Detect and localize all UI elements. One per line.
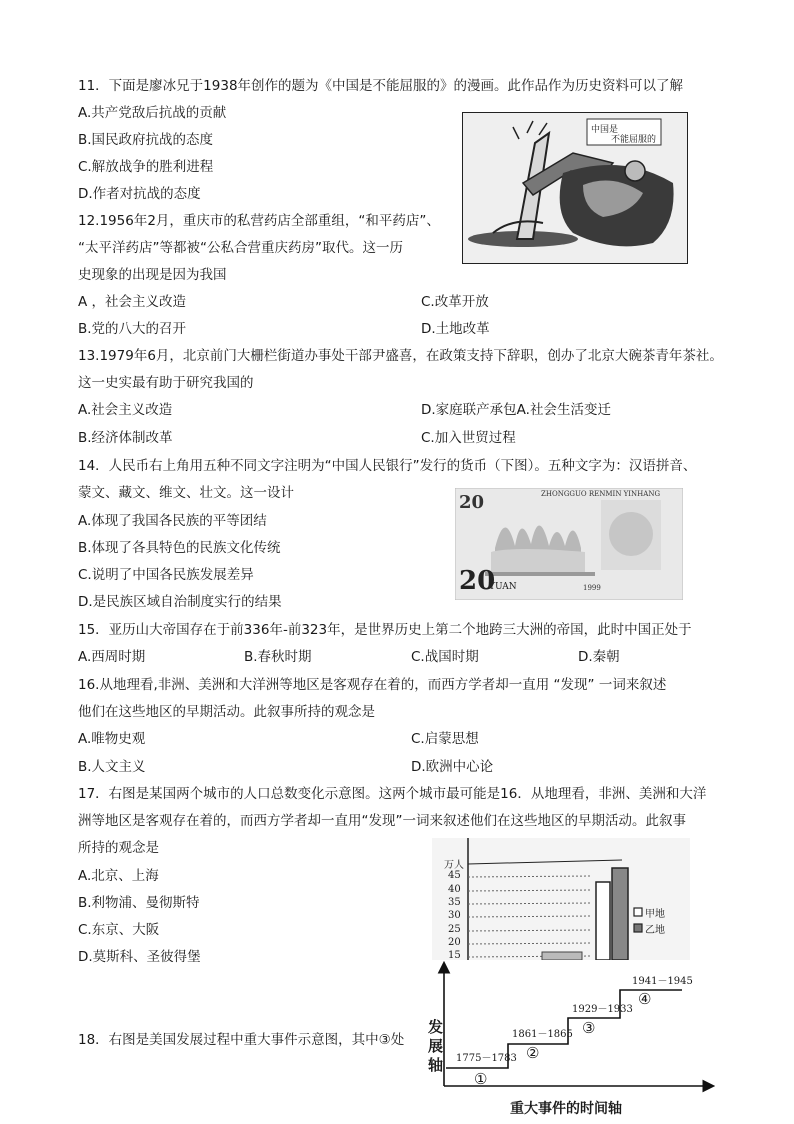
q16-stem-line-2: 他们在这些地区的早期活动。此叙事所持的观念是 (78, 704, 375, 720)
q17-option-a: A.北京、上海 (78, 868, 159, 884)
q18-stem: 18．右图是美国发展过程中重大事件示意图，其中③处 (78, 1032, 405, 1048)
q17-option-d: D.莫斯科、圣彼得堡 (78, 949, 201, 965)
q12-stem-line-3: 史现象的出现是因为我国 (78, 267, 227, 283)
q14-option-a: A.体现了我国各民族的平等团结 (78, 513, 267, 529)
q17-option-b: B.利物浦、曼彻斯特 (78, 895, 200, 911)
q15-option-d: D.秦朝 (578, 649, 620, 665)
q13-stem-line-2: 这一史实最有助于研究我国的 (78, 375, 254, 391)
step-3-number: ③ (582, 1019, 596, 1037)
population-legend-b: 乙地 (645, 925, 665, 936)
population-tick-15: 15 (448, 950, 461, 960)
q12-option-b: B.党的八大的召开 (78, 321, 187, 337)
q11-option-b: B.国民政府抗战的态度 (78, 132, 214, 148)
q16-option-a: A.唯物史观 (78, 731, 146, 747)
q17-stem-line-1: 17．右图是某国两个城市的人口总数变化示意图。这两个城市最可能是16．从地理看，非洲、美洲和大洋 (78, 786, 707, 802)
q16-option-c: C.启蒙思想 (411, 731, 479, 747)
q11-stem: 11．下面是廖冰兄于1938年创作的题为《中国是不能屈服的》的漫画。此作品作为历史资料可以了解 (78, 78, 684, 94)
q17-stem-line-3: 所持的观念是 (78, 840, 159, 856)
cartoon-caption-2: 不能屈服的 (611, 135, 657, 145)
q14-stem-line-1: 14．人民币右上角用五种不同文字注明为“中国人民银行”发行的货币（下图）。五种文字为：汉语拼音、 (78, 458, 697, 474)
banknote-yuan: YUAN (489, 582, 517, 592)
population-chart (432, 838, 690, 960)
q15-stem: 15．亚历山大帝国存在于前336年-前323年，是世界历史上第二个地跨三大洲的帝国，此时中国正处于 (78, 622, 692, 638)
population-legend-a: 甲地 (645, 909, 665, 920)
step-chart-x-label: 重大事件的时间轴 (510, 1101, 622, 1117)
population-unit-label: 万人 (444, 860, 464, 871)
step-3-range: 1929－1933 (572, 1004, 633, 1015)
q16-option-b: B.人文主义 (78, 759, 146, 775)
banknote-figure (455, 488, 683, 600)
q13-option-c: C.加入世贸过程 (421, 430, 516, 446)
population-tick-40: 40 (448, 884, 461, 895)
population-tick-20: 20 (448, 937, 461, 948)
q12-option-a: A ，社会主义改造 (78, 294, 187, 310)
q16-option-d: D.欧洲中心论 (411, 759, 494, 775)
q15-option-b: B.春秋时期 (244, 649, 312, 665)
population-tick-30: 30 (448, 910, 461, 921)
step-4-number: ④ (638, 990, 652, 1008)
banknote-pinyin: ZHONGGUO RENMIN YINHANG (541, 490, 661, 498)
cartoon-caption-1: 中国是 (591, 125, 619, 135)
step-1-number: ① (474, 1070, 488, 1088)
q12-stem-line-2: “太平洋药店”等都被“公私合营重庆药房”取代。这一历 (78, 240, 403, 256)
step-chart-y-label: 发展轴 (428, 1018, 444, 1074)
q12-option-c: C.改革开放 (421, 294, 489, 310)
banknote-year: 1999 (583, 584, 601, 592)
q11-option-a: A.共产党敌后抗战的贡献 (78, 105, 227, 121)
q12-stem-line-1: 12.1956年2月，重庆市的私营药店全部重组，“和平药店”、 (78, 213, 440, 229)
q17-stem-line-2: 洲等地区是客观存在着的，而西方学者却一直用“发现”一词来叙述他们在这些地区的早期活动。此叙事 (78, 813, 686, 829)
banknote-denomination-top: 20 (459, 492, 485, 513)
q17-option-c: C.东京、大阪 (78, 922, 160, 938)
q11-option-d: D.作者对抗战的态度 (78, 186, 201, 202)
population-tick-35: 35 (448, 897, 461, 908)
banknote-denomination-bottom: 20 (459, 566, 496, 596)
us-events-step-chart (420, 960, 720, 1120)
cartoon-figure (462, 112, 688, 264)
population-tick-25: 25 (448, 924, 461, 935)
q14-option-b: B.体现了各具特色的民族文化传统 (78, 540, 281, 556)
q13-option-d: D.家庭联产承包A.社会生活变迁 (421, 402, 611, 418)
q15-option-c: C.战国时期 (411, 649, 479, 665)
step-4-range: 1941－1945 (632, 976, 693, 987)
q13-stem-line-1: 13.1979年6月，北京前门大栅栏街道办事处干部尹盛喜，在政策支持下辞职，创办了北京大碗茶青年茶社。 (78, 348, 723, 364)
step-2-range: 1861－1865 (512, 1029, 573, 1040)
q13-option-a: A.社会主义改造 (78, 402, 173, 418)
q11-option-c: C.解放战争的胜利进程 (78, 159, 214, 175)
population-chart-plot (432, 838, 690, 960)
q12-option-d: D.土地改革 (421, 321, 490, 337)
q13-option-b: B.经济体制改革 (78, 430, 173, 446)
step-2-number: ② (526, 1044, 540, 1062)
q14-option-d: D.是民族区域自治制度实行的结果 (78, 594, 282, 610)
q16-stem-line-1: 16.从地理看,非洲、美洲和大洋洲等地区是客观存在着的，而西方学者却一直用 “发现” 一词来叙述 (78, 677, 667, 693)
q14-stem-line-2: 蒙文、藏文、维文、壮文。这一设计 (78, 485, 294, 501)
step-1-range: 1775－1783 (456, 1053, 517, 1064)
q14-option-c: C.说明了中国各民族发展差异 (78, 567, 254, 583)
q15-option-a: A.西周时期 (78, 649, 146, 665)
population-tick-45: 45 (448, 870, 461, 881)
